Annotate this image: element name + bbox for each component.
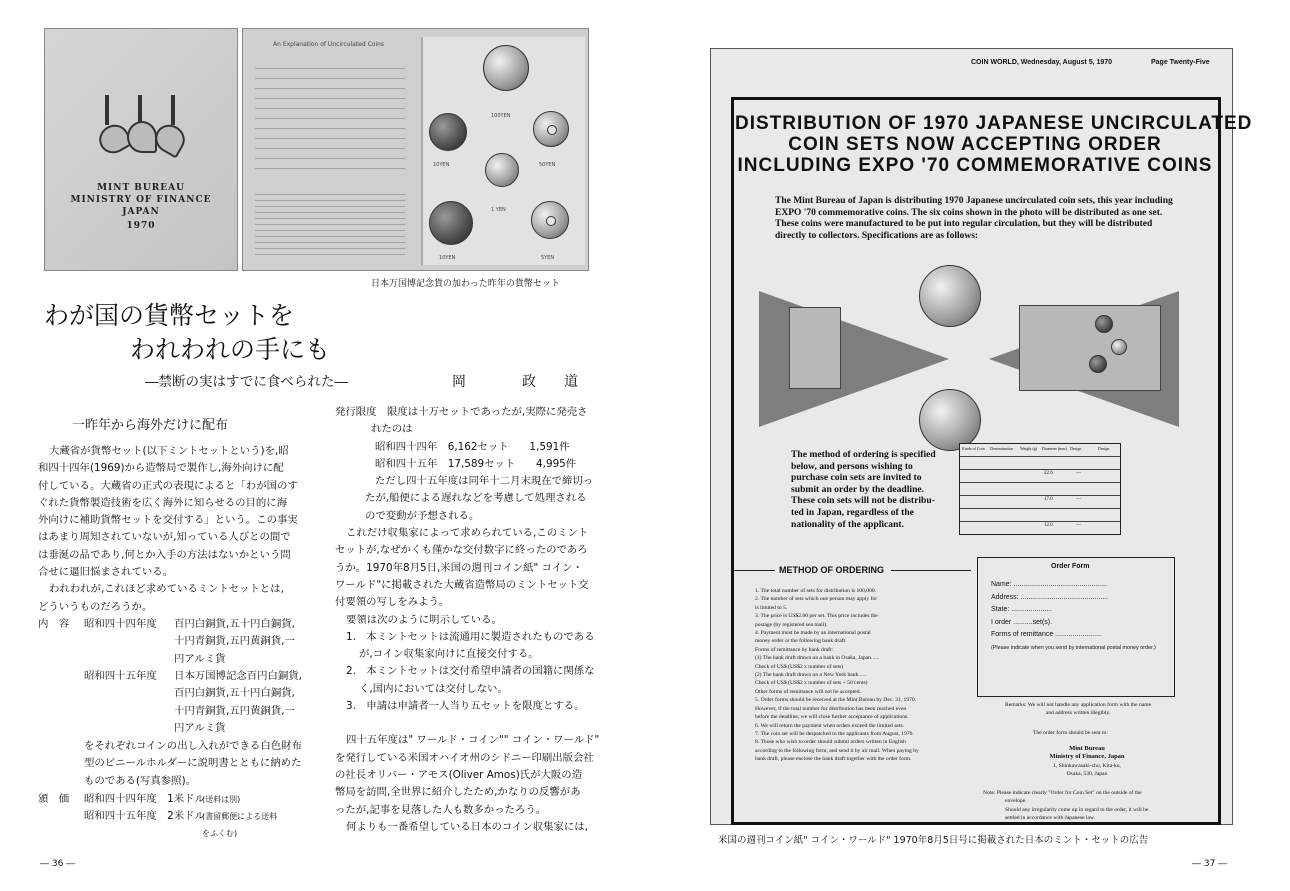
method-line: 5. Order forms should be received at the Mint Bureau by Dec. 31, 1970. xyxy=(755,697,917,704)
col2-line: たが,船便による遅れなどを考慮して処理される xyxy=(365,492,587,505)
holder-description xyxy=(84,738,302,790)
price-1970-note-2: をふくむ) xyxy=(202,829,238,838)
ad-coin-small-3 xyxy=(1089,355,1107,373)
method-line: Check of US$ (US$2 x number of sets) xyxy=(755,663,844,670)
insert-heading: An Explanation of Uncirculated Coins xyxy=(273,41,385,48)
intro-line: These coins were manufactured to be put into regular circulation, but they will be distributed xyxy=(775,219,1153,229)
coin-10yen xyxy=(429,113,467,151)
col2-line: 3. 申請は申請者一人当り五セットを限度とする。 xyxy=(346,700,585,713)
note-line: submit an order by the deadline. xyxy=(791,483,925,495)
year1-contents xyxy=(174,616,295,668)
col2-line: ワールド"に掲載された大蔵省造幣局のミントセット交 xyxy=(335,578,589,591)
year2-line: 日本万国博記念百円白銅貨, xyxy=(174,670,302,682)
insert-text-block xyxy=(255,189,405,259)
col1-line: 和四十四年(1969)から造幣局で製作し,海外向けに配 xyxy=(38,462,284,475)
spec-header-5: Design xyxy=(1070,446,1082,451)
coin-label-100yen: 100YEN xyxy=(491,113,511,119)
col2-line: が,コイン収集家向けに直接交付する。 xyxy=(359,648,539,661)
address-field: Address: ............................................. xyxy=(991,593,1109,601)
ad-coin-expo-front xyxy=(919,265,981,327)
method-line: (2) The bank draft drawn on a New York bank...... xyxy=(755,672,867,679)
col2-line: 昭和四十四年 6,162セット 1,591件 xyxy=(375,440,570,453)
method-line: 6. We will return the payment when orders exceed the limited sets. xyxy=(755,722,905,729)
year2-line: 円アルミ貨 xyxy=(174,721,226,734)
name-field: Name: ................................................ xyxy=(991,581,1107,588)
col2-line: ので変動が予想される。 xyxy=(365,509,480,522)
article-title-line2: われわれの手にも xyxy=(130,335,331,364)
remittance-field: Forms of remittance ........................ xyxy=(991,631,1102,638)
article-title-line1: わが国の貨幣セットを xyxy=(44,301,295,330)
method-line: money order or the following bank draft. xyxy=(755,638,847,645)
mint-set-booklet-photo xyxy=(44,28,238,271)
year1-label: 昭和四十四年度 xyxy=(84,618,157,630)
ad-note xyxy=(983,789,1148,823)
method-line: However, if the total number for distribution has been reached even xyxy=(755,705,907,712)
booklet-text-4: 1970 xyxy=(126,221,156,231)
address-line: Mint Bureau xyxy=(1069,745,1105,752)
coin-100yen xyxy=(485,153,519,187)
col2-line: セットが,なぜかくも僅かな交付数字に終ったのであろ xyxy=(335,544,588,557)
method-line: 8. Those who wish to order should submit orders written in English xyxy=(755,739,906,746)
spec-header-1: Kinds of Coin xyxy=(962,446,985,451)
coin-label-1yen: 1 YEN xyxy=(491,207,506,213)
col2-line: これだけ収集家によって求められている,このミント xyxy=(346,527,589,540)
price-1970: 昭和四十五年度 2米ドル xyxy=(84,810,205,822)
booklet-text-1: MINT BUREAU xyxy=(97,183,185,193)
ad-coin-small-1 xyxy=(1095,315,1113,333)
note-line: purchase coin sets are invited to xyxy=(791,472,922,484)
ad-coin-small-2 xyxy=(1111,339,1127,355)
year2-contents xyxy=(174,668,302,737)
col2-line: ただし四十五年度は同年十二月末現在で締切っ xyxy=(375,475,594,488)
method-line: bank draft, please enclose the bank draft together with the order form. xyxy=(755,756,912,763)
spec-table xyxy=(959,443,1121,535)
col2-line: 付要領の写しをみよう。 xyxy=(335,596,450,609)
spec-value-5: — xyxy=(1076,497,1081,502)
spec-header-3: Weight (g) xyxy=(1020,446,1038,451)
mint-address xyxy=(1027,745,1147,779)
spec-value-6: — xyxy=(1076,523,1081,528)
method-line: Forms of remittance by bank draft: xyxy=(755,646,834,653)
paulownia-emblem xyxy=(95,95,185,175)
col1-line: はあまり周知されていないが,知っている人びとの間で xyxy=(38,531,291,544)
article-author: 岡 政 道 xyxy=(452,374,578,390)
method-line: Other forms of remittance will not be accepted. xyxy=(755,688,861,695)
send-to: The order form should be sent to: xyxy=(1033,730,1108,736)
ad-coin-photo xyxy=(759,259,1179,459)
ad-coin-expo-back xyxy=(919,389,981,451)
ordering-note xyxy=(791,449,936,530)
ad-headline-2: COIN SETS NOW ACCEPTING ORDER xyxy=(788,134,1162,155)
newspaper-header: COIN WORLD, Wednesday, August 5, 1970 xyxy=(971,59,1113,66)
ad-intro xyxy=(775,196,1173,242)
remarks xyxy=(1005,701,1151,718)
contents-label: 内 容 xyxy=(38,618,70,630)
col2-line: れたのは xyxy=(371,423,413,436)
col1-line: 大蔵省が貨幣セット(以下ミントセットという)を,昭 xyxy=(49,445,289,457)
col1-line: 外向けに補助貨幣セットを交付する」という。この事実 xyxy=(38,514,298,527)
col2-line: 何よりも一番希望している日本のコイン収集家には, xyxy=(346,820,588,833)
col2-line: 幣局を訪問,全世界に紹介したため,かなりの反響があ xyxy=(335,786,581,799)
spec-header-2: Denomination xyxy=(990,446,1013,451)
note-line: settled in accordance with Japanese law. xyxy=(1005,815,1096,822)
method-line: 2. The number of sets which one person may apply for xyxy=(755,596,878,603)
note-line: The method of ordering is specified xyxy=(791,449,936,460)
col2-line: ったが,記事を見落した人も数多かったろう。 xyxy=(335,803,547,816)
holder-line: をそれぞれコインの出し入れができる白色財布 xyxy=(84,740,302,752)
order-form-fields xyxy=(991,579,1156,654)
year2-line: 百円白銅貨,五十円白銅貨, xyxy=(174,687,295,700)
year2-line: 十円青銅貨,五円黄銅貨,一 xyxy=(174,704,295,717)
intro-line: EXPO '70 commemorative coins. The six coins shown in the photo will be distributed as one set. xyxy=(775,207,1163,218)
col1-line: は垂涎の品であり,何とか入手の方法はないかという問 xyxy=(38,548,291,561)
method-title: METHOD OF ORDERING xyxy=(779,565,884,575)
method-line: (1) The bank draft drawn on a bank in Osaka, Japan...... xyxy=(755,655,880,662)
article-subtitle: ―禁断の実はすでに食べられた― xyxy=(145,374,348,390)
note-line: Note: Please indicate clearly "Order for Coin Set" on the outside of the xyxy=(983,790,1142,796)
method-list xyxy=(755,587,919,764)
year1-line: 円アルミ貨 xyxy=(174,652,226,665)
insert-table xyxy=(255,59,405,177)
method-line: is limited to 5. xyxy=(755,604,788,611)
method-rule xyxy=(731,570,775,571)
note-line: Should any irregularity come up in regard to the order, it will be xyxy=(1005,806,1149,813)
address-line: Ministry of Finance, Japan xyxy=(1049,753,1125,761)
col1-line: われわれが,これほど求めているミントセットとは, xyxy=(49,583,284,596)
coin-10yen-2 xyxy=(429,201,473,245)
spec-value-2: 12.0 xyxy=(1044,523,1053,528)
spec-value-1: 22.6 xyxy=(1044,471,1053,476)
spec-header-4: Diameter (mm) xyxy=(1042,446,1067,451)
year1-line: 十円青銅貨,五円黄銅貨,一 xyxy=(174,635,295,648)
coin-50yen xyxy=(533,111,569,147)
method-line: 7. The coin set will be despatched to the applicants from August, 1970. xyxy=(755,730,914,737)
spec-header-6: Design xyxy=(1098,446,1110,451)
coin-expo-100yen xyxy=(483,45,529,91)
method-line: according to the following form, and send it by air mail. When paying by xyxy=(755,747,919,754)
price-1969: 昭和四十四年度 1米ドル xyxy=(84,793,205,805)
ad-headline-3: INCLUDING EXPO '70 COMMEMORATIVE COINS xyxy=(737,155,1213,176)
spec-value-3: 17.0 xyxy=(1044,497,1053,502)
holder-line: ものである(写真参照)。 xyxy=(84,774,197,787)
remarks-line: Remarks: We will not handle any application form with the name xyxy=(1005,702,1152,708)
col2-line: 四十五年度は" ワールド・コイン"" コイン・ワールド" xyxy=(346,734,600,747)
year2-label: 昭和四十五年度 xyxy=(84,670,157,682)
col2-line: 発行限度 限度は十万セットであったが,実際に発売さ xyxy=(335,406,588,418)
price-1969-note: (送料は別) xyxy=(202,795,241,804)
booklet-text-3: JAPAN xyxy=(122,207,160,217)
holder-line: 型のビニールホルダーに説明書とともに納めた xyxy=(84,757,302,770)
note-line: envelope. xyxy=(1005,798,1027,805)
method-rule-2 xyxy=(891,570,971,571)
note-line: These coin sets will not be distribu- xyxy=(791,495,935,507)
col2-line xyxy=(335,715,605,732)
col1-line: 付している。大蔵省の正式の表現によると「わが国のす xyxy=(38,479,298,492)
col2-line: うか。1970年8月5日,米国の週刊コイン紙" コイン・ xyxy=(335,561,583,574)
col2-line: 1. 本ミントセットは流通用に製造されたものである xyxy=(346,630,595,643)
ad-booklet-image xyxy=(789,307,841,389)
method-line: postage (by registered sea mail). xyxy=(755,621,828,628)
col1-line: どういうものだろうか。 xyxy=(38,600,153,613)
method-line: Check of US$ (US$2 x number of sets + 50 cents) xyxy=(755,680,868,687)
photo-caption: 日本万国博記念貨の加わった昨年の貨幣セット xyxy=(371,279,560,289)
col2-line: 昭和四十五年 17,589セット 4,995件 xyxy=(375,457,577,470)
remarks-line: and address written illegibly. xyxy=(1045,710,1111,717)
col1-line: ぐれた貨幣製造技術を広く海外に知らせるの目的に海 xyxy=(38,496,288,509)
ad-caption: 米国の週刊コイン紙" コイン・ワールド" 1970年8月5日号に掲載された日本のミント・セットの広告 xyxy=(718,835,1149,846)
address-line: 1, Shinkawasaki-cho, Kita-ku, xyxy=(1053,762,1121,769)
coin-5yen xyxy=(531,201,569,239)
intro-line: The Mint Bureau of Japan is distributing 1970 Japanese uncirculated coin sets, this year including xyxy=(775,196,1173,206)
coin-label-5yen: 5YEN xyxy=(541,255,555,261)
right-column xyxy=(335,404,605,836)
method-line: 3. The price is US$2.00 per set. This price includes the xyxy=(755,613,878,620)
col2-line: く,国内においては交付しない。 xyxy=(359,682,508,695)
price-label: 頒 価 xyxy=(38,793,70,805)
state-field: State: ..................... xyxy=(991,606,1053,613)
section-heading: 一昨年から海外だけに配布 xyxy=(72,418,229,433)
newspaper-page: Page Twenty-Five xyxy=(1151,59,1210,66)
order-form-title: Order Form xyxy=(1051,563,1090,570)
method-line: before the deadline, we will close further acceptance of applications. xyxy=(755,714,909,721)
ad-headline-1: DISTRIBUTION OF 1970 JAPANESE UNCIRCULATED xyxy=(735,113,1253,134)
spec-value-4: — xyxy=(1076,471,1081,476)
col2-line: を発行している米国オハイオ州のシドニー印刷出版会社 xyxy=(335,751,594,764)
note-line: below, and persons wishing to xyxy=(791,460,913,472)
address-line: Osaka, 530, Japan xyxy=(1066,771,1108,778)
note-line: ted in Japan, regardless of the xyxy=(791,506,914,518)
left-column xyxy=(38,443,328,616)
col2-line: の社長オリバー・アモス(Oliver Amos)氏が大阪の造 xyxy=(335,768,583,781)
method-line: 1. The total number of sets for distribution is 100,000. xyxy=(755,588,877,594)
note-line: nationality of the applicant. xyxy=(791,518,905,530)
right-page-number: ― 37 ― xyxy=(1192,859,1228,869)
col2-line: 2. 本ミントセットは交付希望申請者の国籍に関係な xyxy=(346,665,595,678)
mint-set-insert-photo xyxy=(242,28,589,271)
coin-label-10yen: 10YEN xyxy=(433,162,450,168)
left-page-number: ― 36 ― xyxy=(40,859,76,869)
newspaper-clipping xyxy=(710,48,1253,825)
year1-line: 百円白銅貨,五十円白銅貨, xyxy=(174,618,295,630)
col1-line: 合せに逼旧悩まされている。 xyxy=(38,566,174,579)
ad-insert-image xyxy=(1019,305,1161,391)
method-line: 4. Payment must be made by an international postal xyxy=(755,630,871,637)
intro-line: directly to collectors. Specifications are as follows: xyxy=(775,230,979,241)
order-qty-field: I order ..........set(s). xyxy=(991,618,1053,626)
coin-label-50yen: 50YEN xyxy=(539,162,556,168)
col2-line: 要領は次のように明示している。 xyxy=(346,613,502,626)
coin-label-10yen-2: 10YEN xyxy=(439,255,456,261)
remittance-note: (Please indicate when you send by international postal money order.) xyxy=(991,644,1156,651)
booklet-text-2: MINISTRY OF FINANCE xyxy=(70,195,212,205)
price-1970-note: (書留郵便による送料 xyxy=(202,812,278,821)
